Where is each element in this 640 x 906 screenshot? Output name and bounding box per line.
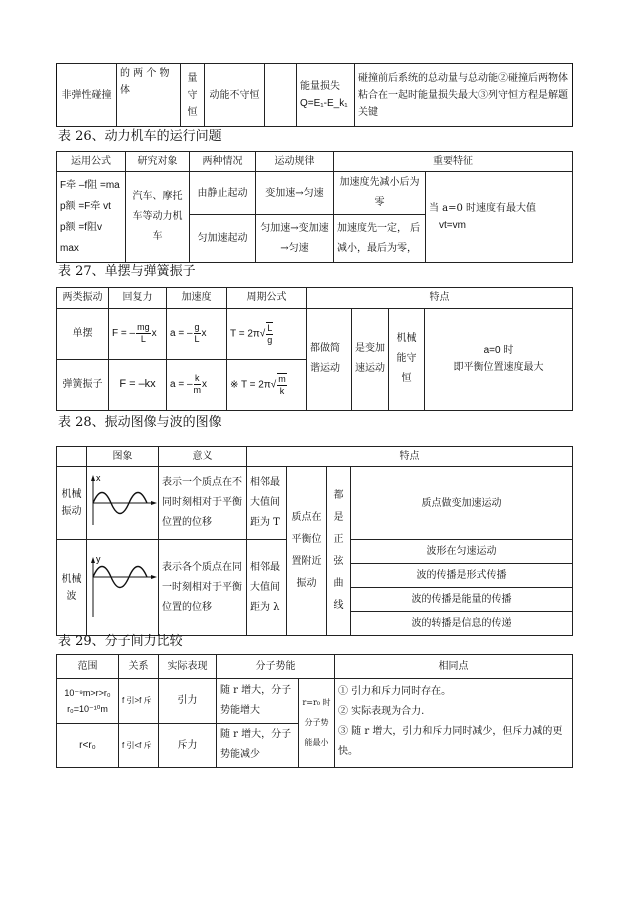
t27-pendulum-period-num: L: [267, 322, 273, 333]
t26-header-features: 重要特征: [334, 152, 573, 172]
t27-spring-period-den: k: [279, 385, 285, 396]
t27-pendulum-accel-fraction: [194, 322, 201, 345]
t27-pendulum-force-fraction: [136, 322, 151, 345]
t27-spring-accel-den: m: [193, 385, 202, 396]
t26-object-cell: 汽车、摩托车等动力机车: [126, 172, 190, 263]
t26-feature-max: [426, 172, 573, 263]
t28-vibration-distance: 相邻最大值间距为 T: [247, 467, 287, 540]
t27-pendulum-force: [109, 308, 167, 359]
t29-header-actual: 实际表现: [159, 655, 217, 679]
t27-pendulum-period-fraction: [266, 322, 273, 346]
t28-feature-sine: 都是正弦曲线: [327, 467, 351, 636]
t29-common-3: ③ 随 r 增大，引力和斥力同时减少，但斥力减的更快。: [338, 726, 563, 758]
t27-header-type: 两类振动: [57, 288, 109, 309]
t29-relation-1: f 引>f 斥: [119, 679, 159, 723]
t29-range-1b: r₀=10⁻¹⁰m: [67, 703, 108, 714]
t26-feature-4: vt=vm: [439, 220, 466, 231]
t28-header-image: 图象: [87, 447, 159, 467]
t29-common-2: ② 实际表现为合力.: [338, 706, 425, 718]
t28-header-features: 特点: [247, 447, 573, 467]
t27-pendulum-accel-prefix: a = –: [170, 328, 193, 340]
t29-common-cell: [335, 679, 573, 768]
t28-row-vibration: 机械振动: [57, 467, 87, 540]
table-29-caption: 表 29、分子间力比较: [58, 634, 183, 649]
t27-pendulum-accel-x: x: [201, 328, 207, 340]
t27-pendulum-period: [227, 308, 307, 359]
t29-header-potential: 分子势能: [217, 655, 335, 679]
t28-feature-vibration: 质点做变加速运动: [351, 467, 573, 540]
t25-loss-cell: 能量损失Q=E₁-E_k₁: [297, 64, 355, 127]
t27-spring-period-fraction: [277, 373, 287, 397]
t27-spring-force: F = –kx: [109, 359, 167, 410]
t25-energy-cell: 动能不守恒: [205, 64, 265, 127]
t27-header-features: 特点: [307, 288, 573, 309]
t26-formulas-cell: [57, 172, 126, 263]
t26-formula-1: F牵 –f阻 =ma: [60, 180, 120, 191]
t27-pendulum-force-den: L: [140, 334, 146, 345]
t28-vibration-graph: [87, 467, 159, 540]
t27-header-accel: 加速度: [167, 288, 227, 309]
t28-feature-energy: 波的传播是能量的传播: [351, 588, 573, 612]
table-28-caption: 表 28、振动图像与波的图像: [58, 415, 222, 430]
t28-row-wave: 机械波: [57, 540, 87, 636]
t26-header-cases: 两种情况: [190, 152, 256, 172]
t27-feature-varaccel: 是变加速运动: [352, 308, 389, 411]
table-26-caption: 表 26、动力机车的运行问题: [58, 129, 222, 144]
t29-potential-1: 随 r 增大，分子势能增大: [217, 679, 299, 723]
t27-spring-accel-fraction: [194, 373, 202, 396]
t27-pendulum-accel-den: L: [194, 334, 200, 345]
t27-row-spring: 弹簧振子: [57, 359, 109, 410]
t28-feature-waveform: 波形在匀速运动: [351, 540, 573, 564]
t26-law-1: 变加速→匀速: [256, 172, 334, 215]
t27-header-period: 周期公式: [227, 288, 307, 309]
t29-actual-2: 斥力: [159, 723, 217, 767]
t27-spring-accel-prefix: a = –: [170, 379, 193, 391]
table-27: [56, 287, 573, 411]
t28-header-meaning: 意义: [159, 447, 247, 467]
t28-vibration-meaning: 表示一个质点在不同时刻相对于平衡位置的位移: [159, 467, 247, 540]
t25-notes-cell: 碰撞前后系统的总动量与总动能②碰撞后两物体粘合在一起时能量损失最大③列守恒方程是解题关键: [355, 64, 573, 127]
t26-case-2: 匀加速起动: [190, 215, 256, 263]
t28-wave-graph: [87, 540, 159, 636]
t27-spring-accel: [167, 359, 227, 410]
t27-spring-period: [227, 359, 307, 410]
t29-common-1: ① 引力和斥力同时存在。: [338, 686, 452, 698]
table-26: [56, 151, 573, 263]
wave-sine-graph: [87, 547, 159, 623]
t27-pendulum-accel: [167, 308, 227, 359]
t29-potential-2: 随 r 增大，分子势能减少: [217, 723, 299, 767]
t29-header-range: 范围: [57, 655, 119, 679]
t28-feature-particle: 质点在平衡位置附近振动: [287, 467, 327, 636]
t27-feature-energy: 机械能守恒: [389, 308, 425, 411]
t26-header-object: 研究对象: [126, 152, 190, 172]
t27-pendulum-force-num: mg: [137, 322, 150, 333]
t27-feature-shm: 都做简谐运动: [307, 308, 352, 411]
table-29: [56, 654, 573, 768]
t26-case-1: 由静止起动: [190, 172, 256, 215]
t26-header-law: 运动规律: [256, 152, 334, 172]
sqrt-icon: √: [259, 328, 266, 340]
t28-wave-meaning: 表示各个质点在同一时刻相对于平衡位置的位移: [159, 540, 247, 636]
t29-actual-1: 引力: [159, 679, 217, 723]
t27-spring-accel-x: x: [202, 379, 208, 391]
t27-spring-period-num: m: [278, 373, 286, 384]
t27-pendulum-period-prefix: T = 2π: [230, 328, 260, 340]
t27-feature-eq: 即平衡位置速度最大: [453, 362, 544, 374]
t29-range-2: r<r₀: [57, 723, 119, 767]
t29-relation-2: f 引<f 斥: [119, 723, 159, 767]
t25-type-cell: 非弹性碰撞: [57, 64, 117, 127]
sqrt-icon: √: [270, 379, 277, 391]
t25-momentum-cell: 量守恒: [181, 64, 205, 127]
t27-pendulum-accel-num: g: [194, 322, 200, 333]
t27-feature-maxspeed: [425, 308, 573, 411]
t26-feature-2: 加速度先一定， 后减小，最后为零，: [334, 215, 426, 263]
t29-header-relation: 关系: [119, 655, 159, 679]
table-28: [56, 446, 573, 636]
t28-feature-form: 波的传播是形式传播: [351, 564, 573, 588]
t25-object-cell: 的 两 个 物 体: [117, 64, 181, 127]
t27-pendulum-period-den: g: [267, 334, 273, 345]
t28-wave-distance: 相邻最大值间距为 λ: [247, 540, 287, 636]
t26-feature-1: 加速度先减小后为零: [334, 172, 426, 215]
t26-header-formula: 运用公式: [57, 152, 126, 172]
t29-range-1a: 10⁻⁹m>r>r₀: [64, 687, 111, 698]
table-25-fragment: [56, 63, 573, 127]
t29-potential-min: r=r₀ 时分子势能最小: [299, 679, 335, 768]
t28-feature-info: 波的转播是信息的传递: [351, 612, 573, 636]
t27-feature-a0: a=0 时: [483, 345, 514, 357]
vibration-axis-x-label: x: [96, 473, 101, 483]
wave-axis-y-label: y: [96, 553, 101, 564]
vibration-sine-graph: [87, 467, 159, 533]
t26-formula-2: p额 =F牵 vt: [60, 201, 111, 212]
t27-pendulum-force-prefix: F = –: [112, 328, 136, 340]
t26-law-2: 匀加速→变加速→匀速: [256, 215, 334, 263]
t27-spring-period-prefix: ※ T = 2π: [230, 379, 271, 391]
t25-empty-cell: [265, 64, 297, 127]
table-27-caption: 表 27、单摆与弹簧振子: [58, 264, 196, 279]
t27-spring-accel-num: k: [195, 373, 200, 384]
t26-feature-3: 当 a=0 时速度有最大值: [429, 203, 537, 214]
t29-range-1: [57, 679, 119, 723]
t27-row-pendulum: 单摆: [57, 308, 109, 359]
t27-pendulum-force-x: x: [151, 328, 157, 340]
t29-header-common: 相同点: [335, 655, 573, 679]
t27-header-force: 回复力: [109, 288, 167, 309]
t26-formula-3: p额 =f阻v max: [60, 222, 102, 254]
t28-header-blank: [57, 447, 87, 467]
